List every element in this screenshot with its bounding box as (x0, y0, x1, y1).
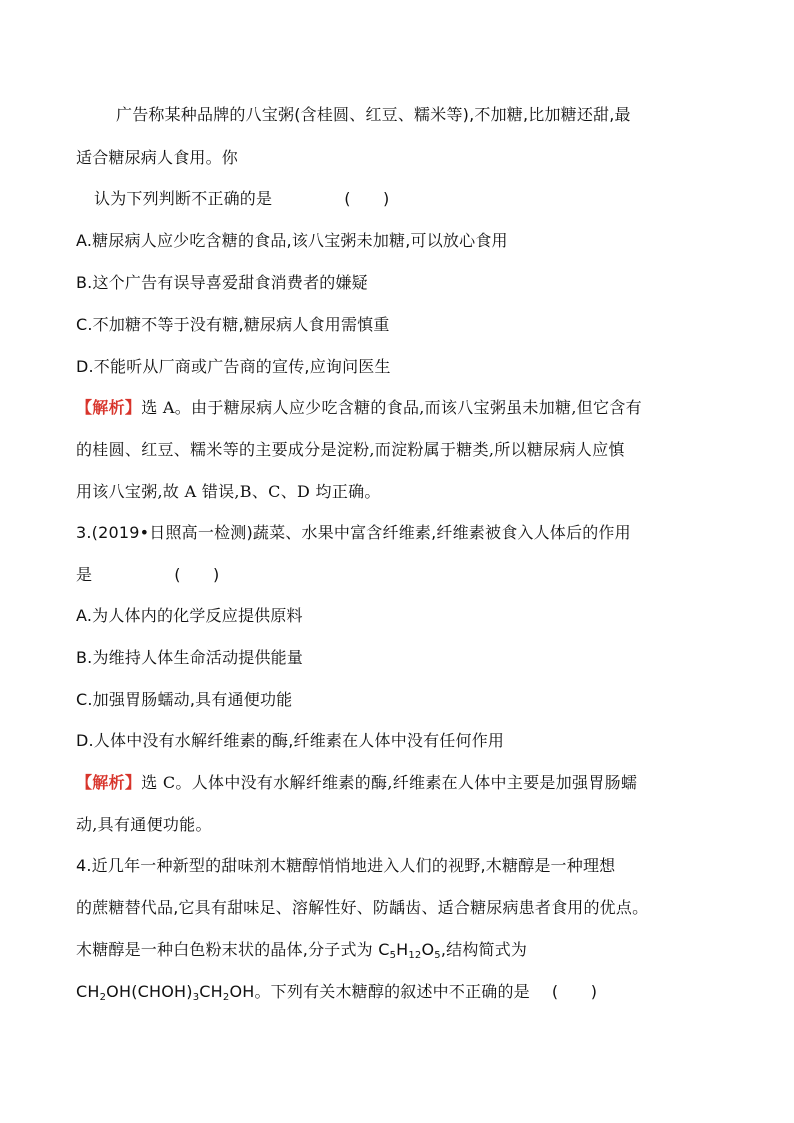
q2-analysis-line-3: 用该八宝粥,故 A 错误,B、C、D 均正确。 (76, 482, 381, 501)
q2-analysis-line-1 (76, 398, 642, 418)
q3-analysis-line-2: 动,具有通便功能。 (76, 815, 212, 834)
q3-stem-line-1: 3.(2019•日照高一检测)蔬菜、水果中富含纤维素,纤维素被食入人体后的作用 (76, 523, 631, 542)
q4-stem-text-post: ,结构简式为 (440, 940, 528, 959)
q3-stem-line-2 (76, 565, 220, 585)
q4-stem-text: 木糖醇是一种白色粉末状的晶体,分子式为 (76, 940, 379, 959)
q3-option-b: B.为维持人体生命活动提供能量 (76, 648, 304, 667)
q3-answer-paren: ( ) (174, 565, 220, 584)
q4-stem-line-2: 的蔗糖替代品,它具有甜味足、溶解性好、防龋齿、适合糖尿病患者食用的优点。 (76, 898, 649, 917)
q3-analysis-text: 选 C。人体中没有水解纤维素的酶,纤维素在人体中主要是加强胃肠蠕 (141, 773, 638, 792)
q2-analysis-text: 选 A。由于糖尿病人应少吃含糖的食品,而该八宝粥虽未加糖,但它含有 (141, 398, 642, 417)
q2-option-b: B.这个广告有误导喜爱甜食消费者的嫌疑 (76, 273, 368, 292)
q3-option-c: C.加强胃肠蠕动,具有通便功能 (76, 690, 293, 709)
q2-stem-text: 认为下列判断不正确的是 (94, 189, 273, 208)
q3-stem-text: 是 (76, 565, 93, 584)
molecular-formula: $C_5H_{12}O_5$ (378, 940, 441, 961)
q3-analysis-line-1 (76, 773, 637, 793)
q4-answer-paren: ( ) (551, 982, 598, 1001)
q2-option-d: D.不能听从厂商或广告商的宣传,应询问医生 (76, 357, 391, 376)
q3-option-d: D.人体中没有水解纤维素的酶,纤维素在人体中没有任何作用 (76, 731, 505, 750)
q4-stem-line-3 (76, 940, 527, 960)
q2-stem-line-3 (94, 189, 390, 209)
q2-option-c: C.不加糖不等于没有糖,糖尿病人食用需慎重 (76, 315, 390, 334)
q2-stem-line-2: 适合糖尿病人食用。你 (76, 148, 239, 167)
q2-answer-paren: ( ) (344, 189, 390, 208)
q2-analysis-line-2: 的桂圆、红豆、糯米等的主要成分是淀粉,而淀粉属于糖类,所以糖尿病人应慎 (76, 440, 625, 459)
q4-stem-text-end: OH。下列有关木糖醇的叙述中不正确的是 (229, 982, 530, 1001)
q3-analysis-tag: 【解析】 (76, 773, 142, 792)
q2-option-a: A.糖尿病人应少吃含糖的食品,该八宝粥未加糖,可以放心食用 (76, 231, 508, 250)
structural-formula: $CH_2OH(CHOH)_3CH_2$ (76, 982, 230, 1003)
q4-stem-line-1: 4.近几年一种新型的甜味剂木糖醇悄悄地进入人们的视野,木糖醇是一种理想 (76, 856, 616, 875)
q4-stem-line-4 (76, 982, 597, 1002)
q2-analysis-tag: 【解析】 (76, 398, 142, 417)
q3-option-a: A.为人体内的化学反应提供原料 (76, 606, 303, 625)
q2-stem-line-1: 广告称某种品牌的八宝粥(含桂圆、红豆、糯米等),不加糖,比加糖还甜,最 (116, 105, 631, 124)
